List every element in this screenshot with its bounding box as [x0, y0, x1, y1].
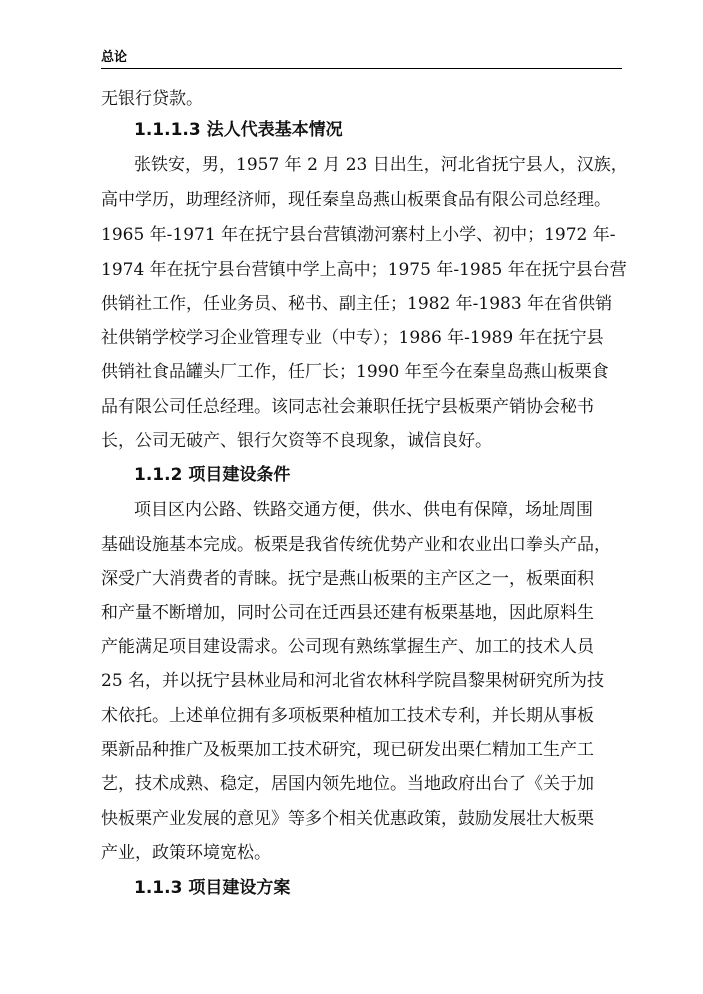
- body-line: 术依托。上述单位拥有多项板栗种植加工技术专利，并长期从事板: [101, 706, 594, 726]
- body-line: 项目区内公路、铁路交通方便，供水、供电有保障，场址周围: [134, 500, 593, 520]
- body-line: 张铁安，男，1957 年 2 月 23 日出生，河北省抚宁县人，汉族，: [134, 155, 628, 175]
- body-line: 供销社食品罐头厂工作，任厂长；1990 年至今在秦皇岛燕山板栗食: [101, 362, 609, 382]
- body-line: 高中学历，助理经济师，现任秦皇岛燕山板栗食品有限公司总经理。: [101, 190, 611, 210]
- body-line: 栗新品种推广及板栗加工技术研究，现已研发出栗仁精加工生产工: [101, 740, 594, 760]
- section-heading-1-1-3: 1.1.3 项目建设方案: [134, 878, 291, 898]
- body-line: 1965 年-1971 年在抚宁县台营镇渤河寨村上小学、初中；1972 年-: [101, 225, 616, 245]
- body-line: 无银行贷款。: [101, 89, 203, 109]
- running-header: 总论: [101, 50, 128, 65]
- body-line: 长，公司无破产、银行欠资等不良现象，诚信良好。: [101, 431, 492, 451]
- body-line: 品有限公司任总经理。该同志社会兼职任抚宁县板栗产销协会秘书: [101, 397, 594, 417]
- body-line: 25 名，并以抚宁县林业局和河北省农林科学院昌黎果树研究所为技: [101, 671, 605, 691]
- section-heading-1-1-1-3: 1.1.1.3 法人代表基本情况: [134, 120, 343, 140]
- section-heading-1-1-2: 1.1.2 项目建设条件: [134, 465, 291, 485]
- body-line: 1974 年在抚宁县台营镇中学上高中；1975 年-1985 年在抚宁县台营: [101, 260, 627, 280]
- body-line: 快板栗产业发展的意见》等多个相关优惠政策，鼓励发展壮大板栗: [101, 809, 594, 829]
- body-line: 产能满足项目建设需求。公司现有熟练掌握生产、加工的技术人员: [101, 637, 594, 657]
- header-divider: [101, 68, 622, 69]
- body-line: 基础设施基本完成。板栗是我省传统优势产业和农业出口拳头产品，: [101, 535, 611, 555]
- body-line: 供销社工作，任业务员、秘书、副主任；1982 年-1983 年在省供销: [101, 294, 613, 314]
- body-line: 和产量不断增加，同时公司在迁西县还建有板栗基地，因此原料生: [101, 603, 594, 623]
- body-line: 艺，技术成熟、稳定，居国内领先地位。当地政府出台了《关于加: [101, 774, 594, 794]
- body-line: 深受广大消费者的青睐。抚宁是燕山板栗的主产区之一，板栗面积: [101, 569, 594, 589]
- body-line: 社供销学校学习企业管理专业（中专）；1986 年-1989 年在抚宁县: [101, 328, 604, 348]
- body-line: 产业，政策环境宽松。: [101, 843, 271, 863]
